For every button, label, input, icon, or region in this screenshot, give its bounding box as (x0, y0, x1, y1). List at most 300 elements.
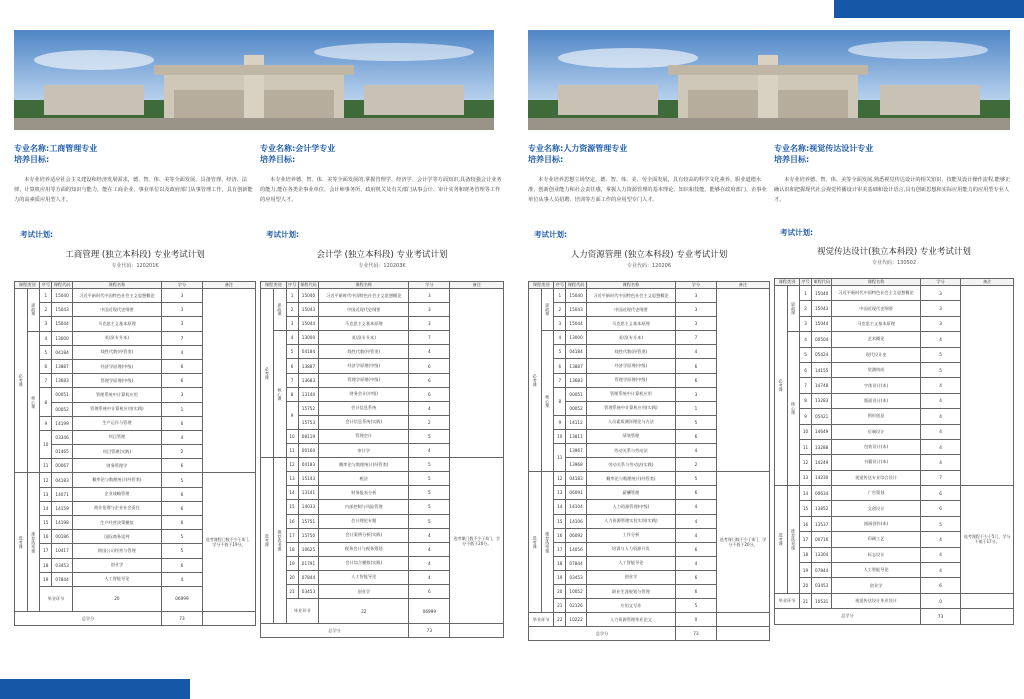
cell-seq: 8 (40, 388, 52, 416)
cell-seq: 5 (40, 345, 52, 359)
cell-credits: 2 (675, 458, 716, 472)
cell-course-code: 13000 (298, 331, 319, 345)
cell-credits: 5 (161, 530, 202, 544)
cell-credits: 6 (675, 429, 716, 443)
header-cell: 课程代码 (53, 282, 71, 287)
cell-seq: 8 (554, 387, 566, 415)
cell-course-name: 艺术概论 (832, 332, 920, 347)
category-politics: 思政课 (274, 289, 286, 331)
header-cell: 学分 (675, 282, 716, 289)
cell-credits: 4 (409, 444, 450, 458)
cell-course-code: 14649 (812, 424, 832, 439)
cell-course-code: 15044 (812, 316, 832, 331)
total-credits: 73 (409, 624, 450, 638)
cell-note-empty (202, 611, 255, 625)
cell-course-code: 14106 (566, 514, 586, 528)
header-cell: 学分 (161, 282, 202, 289)
cell-course-name: 标志设计 (832, 547, 920, 562)
cell-credits: 1 (675, 401, 716, 415)
cell-course-name: 中国近现代史纲要 (832, 301, 920, 316)
cell-course-code: 05424 (812, 347, 832, 362)
cell-note-empty (716, 289, 769, 472)
cell-credits: 6 (675, 584, 716, 598)
table-row (15, 473, 256, 487)
category-core: 核心课 (274, 331, 286, 458)
cell-credits: 7 (675, 331, 716, 345)
cell-course-code: 15043 (298, 303, 319, 317)
major-name: 专业名称:视觉传达设计专业 (774, 144, 874, 153)
category-required: 必考课 (15, 289, 28, 473)
cell-seq: 3 (40, 317, 52, 331)
cell-course-name: 管理系统中计算机应用(实践) (586, 401, 675, 415)
cell-course-code: 14112 (566, 415, 586, 429)
cell-course-name: 商业伦理与企业社会责任 (72, 501, 161, 515)
cell-course-name: 管理系统中计算机应用 (72, 388, 161, 402)
table-row (261, 289, 504, 303)
cell-course-code: 00052 (52, 402, 72, 416)
cell-credits: 6 (161, 374, 202, 388)
cell-seq: 6 (800, 362, 812, 377)
total-label: 总学分 (529, 627, 676, 641)
cell-seq: 19 (286, 556, 298, 570)
cell-credits: 4 (920, 547, 961, 562)
category-core: 核心课 (788, 332, 800, 486)
header-cell: 备注 (961, 279, 1014, 286)
cell-course-code: 06999 (409, 599, 450, 624)
cell-course-name: 马克思主义基本原理 (319, 317, 409, 331)
cell-credits: 4 (161, 430, 202, 444)
cell-course-name: 会计案例分析(实践) (319, 528, 409, 542)
cell-credits: 2 (409, 415, 450, 429)
cell-course-code: 04184 (52, 345, 72, 359)
cell-seq: 4 (554, 331, 566, 345)
cell-seq: 10 (800, 424, 812, 439)
cell-seq: 9 (554, 415, 566, 429)
cell-course-code: 15044 (298, 317, 319, 331)
cell-seq: 15 (40, 516, 52, 530)
cell-credits: 6 (161, 487, 202, 501)
cell-credits: 5 (409, 486, 450, 500)
cell-course-name: 英语(专升本) (586, 331, 675, 345)
cell-elective-note: 选考课程不少于5门，学分不低于17分。 (961, 486, 1014, 594)
cell-course-code: 00716 (812, 532, 832, 547)
cell-credits: 6 (675, 570, 716, 584)
plan-title: 会计学 (独立本科段) 专业考试计划 (316, 250, 448, 260)
cell-credits: 4 (675, 556, 716, 570)
cell-course-code: 00052 (566, 401, 586, 415)
total-row (775, 609, 1014, 624)
cell-course-code: 00504 (812, 332, 832, 347)
cell-credits: 5 (409, 429, 450, 443)
cell-seq: 20 (800, 578, 812, 593)
bottom-accent-bar (0, 679, 190, 699)
cell-credits: 3 (920, 316, 961, 331)
cell-course-code: 14199 (52, 416, 72, 430)
cell-seq: 15 (286, 500, 298, 514)
cell-seq: 19 (40, 572, 52, 586)
goal-heading: 培养目标: (260, 155, 296, 164)
cell-credits: 4 (409, 401, 450, 415)
cell-course-name: 英语(专升本) (72, 331, 161, 345)
cell-course-code: 13967 (566, 444, 586, 458)
cell-credits: 3 (675, 387, 716, 401)
cell-course-code: 15043 (812, 301, 832, 316)
cell-credits: 4 (675, 528, 716, 542)
cell-elective-note: 选考课程门数不少于4门，学分不低于19分。 (202, 473, 255, 612)
cell-course-name: 概率论与数理统计(经管类) (72, 473, 161, 487)
cell-course-code: 14056 (566, 542, 586, 556)
category-graduation: 毕业环节 (40, 586, 73, 611)
total-label: 总学分 (261, 624, 409, 638)
cell-course-name: 装潢构成 (832, 362, 920, 377)
cell-seq: 11 (554, 444, 566, 472)
category-elective-recommended: 推荐选考课 (28, 473, 40, 612)
header-cell: 序号 (801, 279, 810, 284)
cell-course-code: 15751 (298, 514, 319, 528)
cell-credits: 6 (161, 558, 202, 572)
cell-course-code: 06091 (566, 486, 586, 500)
table-header-row (15, 282, 256, 289)
cell-course-name: 职业生涯规划与管理 (586, 584, 675, 598)
cell-credits: 5 (409, 500, 450, 514)
cell-credits: 6 (920, 578, 961, 593)
cell-course-name: 线性代数(经管类) (319, 345, 409, 359)
cell-credits: 6 (675, 486, 716, 500)
cell-course-name: 视觉传达设计毕业设计 (832, 593, 920, 608)
cell-seq: 1 (554, 289, 566, 303)
cell-course-code: 00160 (298, 444, 319, 458)
cell-seq: 13 (800, 470, 812, 485)
cell-course-code: 15040 (566, 289, 586, 303)
cell-course-code: 13288 (812, 439, 832, 454)
cell-credits: 3 (920, 286, 961, 301)
cell-credits: 5 (675, 472, 716, 486)
cell-course-name: 后端设计 (832, 424, 920, 439)
header-cell: 课程名称 (586, 282, 675, 289)
campus-gate-photo-right (528, 30, 1010, 130)
cell-course-name: 版面设计(本) (832, 393, 920, 408)
cell-seq: 16 (40, 530, 52, 544)
cell-credits: 4 (920, 378, 961, 393)
cell-course-name: 书籍设计(本) (832, 455, 920, 470)
table-row (15, 289, 256, 303)
header-category: 课程类别 (775, 279, 800, 286)
major-name: 专业名称:人力资源管理专业 (528, 144, 628, 153)
cell-course-name: 马克思主义基本原理 (586, 317, 675, 331)
cell-course-name: 习近平新时代中国特色社会主义思想概论 (832, 286, 920, 301)
header-cell: 课程代码 (567, 282, 585, 287)
cell-seq: 17 (286, 528, 298, 542)
cell-course-name: 人员素质测评理论与方法 (586, 415, 675, 429)
goal-heading: 培养目标: (528, 155, 564, 164)
cell-course-code: 13811 (566, 429, 586, 443)
table-header-row (529, 282, 770, 289)
cell-course-code: 00634 (812, 486, 832, 501)
major-code: 专业代码：120201K (111, 263, 159, 269)
major-name: 专业名称:会计学专业 (260, 144, 336, 153)
category-core: 核心课 (542, 331, 554, 472)
cell-course-code: 00186 (52, 530, 72, 544)
cell-course-name: 创业学 (586, 570, 675, 584)
cell-course-name: 广告策划 (832, 486, 920, 501)
cell-course-name: 中国近现代史纲要 (72, 303, 161, 317)
cell-credits: 6 (409, 359, 450, 373)
cell-seq: 14 (40, 501, 52, 515)
cell-course-name: 会计理论专题 (319, 514, 409, 528)
cell-seq: 1 (800, 286, 812, 301)
cell-seq: 19 (800, 563, 812, 578)
header-cell: 备注 (450, 282, 503, 289)
cell-course-name: 经济学原理(中级) (586, 359, 675, 373)
category-required: 必考课 (775, 286, 788, 486)
cell-seq: 11 (40, 459, 52, 473)
total-credits: 73 (675, 627, 716, 641)
cell-course-name: 生产运作与管理 (72, 416, 161, 430)
cell-course-code: 13283 (812, 393, 832, 408)
cell-credits: 3 (409, 317, 450, 331)
total-row (15, 611, 256, 625)
header-cell: 序号 (41, 282, 51, 287)
cell-credits: 5 (409, 514, 450, 528)
cell-course-code: 06999 (161, 586, 202, 611)
cell-course-code: 13968 (566, 458, 586, 472)
cell-seq: 2 (40, 303, 52, 317)
table-header-row (261, 282, 504, 289)
cell-credits: 6 (409, 373, 450, 387)
cell-credits: 5 (675, 599, 716, 613)
cell-course-name: 印刷工艺 (832, 532, 920, 547)
cell-credits: 4 (161, 572, 202, 586)
cell-credits: 0 (675, 613, 716, 627)
cell-course-name: 国际商务谈判 (72, 530, 161, 544)
goal-text: 本专业培养思想立场坚定，德、智、体、美、劳全面发展，具有较高的科学文化素养、职业道德水准、创新创业能力和社会责任感，掌握人力资源管理的基本理论、知识和技能，能够在政府部门、企事业单位从事人员招聘、培训等方面工作的应用型专门人才。 (528, 177, 767, 203)
cell-course-name: 劳动关系与劳动法 (586, 444, 675, 458)
total-label: 总学分 (775, 609, 921, 624)
table-row (775, 486, 1014, 501)
cell-seq: 15 (554, 514, 566, 528)
cell-credits: 3 (161, 303, 202, 317)
plan-title: 视觉传达设计(独立本科段) 专业考试计划 (817, 247, 971, 257)
cell-credits: 4 (920, 455, 961, 470)
cell-credits: 4 (920, 409, 961, 424)
cell-course-name: 线性代数(经管类) (72, 345, 161, 359)
cell-credits: 4 (920, 424, 961, 439)
cell-course-code: 15044 (52, 317, 72, 331)
cell-seq: 19 (554, 570, 566, 584)
cell-credits: 6 (161, 359, 202, 373)
cell-course-code: 04183 (566, 472, 586, 486)
table-header-row (775, 279, 1014, 286)
cell-course-name: 绩效管理 (586, 429, 675, 443)
cell-credits: 4 (920, 393, 961, 408)
cell-course-name: 财务报表分析 (319, 486, 409, 500)
category-elective-recommended: 推荐选考课 (788, 486, 800, 594)
cell-course-code: 14071 (52, 487, 72, 501)
cell-seq: 5 (286, 345, 298, 359)
cell-credits: 5 (161, 544, 202, 558)
cell-seq: 18 (40, 558, 52, 572)
category-elective: 选考课 (775, 486, 788, 594)
category-graduation: 毕业环节 (775, 593, 800, 608)
cell-credits: 5 (920, 362, 961, 377)
cell-course-name: 创业学 (832, 578, 920, 593)
cell-credits: 5 (675, 415, 716, 429)
cell-credits: 3 (161, 289, 202, 303)
cell-credits: 4 (409, 570, 450, 584)
cell-course-code: 03453 (812, 578, 832, 593)
cell-seq: 12 (286, 458, 298, 472)
cell-seq: 6 (40, 359, 52, 373)
cell-course-name: 插画创作(本) (832, 516, 920, 531)
header-cell: 学分 (409, 282, 450, 289)
cell-course-name: 人工智能导论 (832, 563, 920, 578)
major-intro (774, 143, 1014, 205)
exam-plan-table (774, 278, 1014, 625)
cell-seq: 4 (800, 332, 812, 347)
cell-course-code: 14155 (812, 362, 832, 377)
major-intro (528, 143, 770, 205)
cell-course-name: 劳动关系与劳动法(实践) (586, 458, 675, 472)
table-row (775, 593, 1014, 608)
goal-heading: 培养目标: (774, 155, 810, 164)
category-elective-recommended: 推荐选考课 (542, 472, 554, 613)
cell-course-name: 管理学原理(中级) (586, 373, 675, 387)
cell-credits: 6 (161, 516, 202, 530)
cell-course-name: 财务会计(中级) (319, 387, 409, 401)
category-required: 必考课 (529, 289, 542, 472)
cell-course-name: 工作分析 (586, 528, 675, 542)
cell-seq: 8 (286, 387, 298, 401)
cell-seq: 10 (286, 429, 298, 443)
cell-seq: 17 (800, 532, 812, 547)
cell-course-name: 管理会计 (319, 429, 409, 443)
cell-course-code: 14230 (812, 470, 832, 485)
plan-title: 工商管理 (独立本科段) 专业考试计划 (65, 250, 205, 260)
cell-credits: 4 (409, 556, 450, 570)
total-label: 总学分 (15, 611, 162, 625)
cell-credits: 4 (409, 345, 450, 359)
cell-course-code: 15040 (52, 289, 72, 303)
cell-course-code: 10625 (298, 542, 319, 556)
cell-seq: 4 (40, 331, 52, 345)
cell-course-name: 管理学原理(中级) (319, 373, 409, 387)
cell-course-code: 14104 (566, 500, 586, 514)
cell-course-code: 04184 (298, 345, 319, 359)
cell-credits: 3 (409, 289, 450, 303)
cell-seq: 10 (554, 429, 566, 443)
cell-note-empty (716, 613, 769, 627)
cell-course-code: 13537 (812, 516, 832, 531)
cell-course-code: 08119 (298, 429, 319, 443)
cell-course-name: 会计综合模拟(实践) (319, 556, 409, 570)
cell-course-code: 07844 (566, 556, 586, 570)
total-credits: 73 (161, 611, 202, 625)
cell-seq: 13 (40, 487, 52, 501)
category-required: 必考课 (261, 289, 274, 458)
cell-credits: 5 (161, 473, 202, 487)
cell-course-name: 马克思主义基本原理 (832, 316, 920, 331)
header-category: 课程类别 (529, 282, 554, 289)
cell-course-code: 13683 (298, 373, 319, 387)
exam-plan-table (14, 281, 256, 626)
cell-course-code: 13140 (298, 387, 319, 401)
cell-course-code: 03346 (52, 430, 72, 444)
cell-note-empty (961, 609, 1014, 624)
cell-course-name: 生产经营决策模拟 (72, 516, 161, 530)
exam-plan-table (260, 281, 504, 638)
cell-course-name: 项目管理(实践) (72, 445, 161, 459)
cell-seq: 13 (554, 486, 566, 500)
cell-course-code: 13887 (52, 359, 72, 373)
cell-note-empty (961, 593, 1014, 608)
total-row (529, 627, 770, 641)
goal-text: 本专业培养适应社会主义建设和经济发展需求，德、智、体、美等全面发展，具备管理、经济、法律、计算机应用等方面的知识与能力，能在工商企业、事业单位以及政府部门从事管理工作，具有创新能力的高素质应用型人才。 (14, 177, 253, 203)
cell-course-code: 01791 (298, 556, 319, 570)
cell-course-code: 13683 (566, 373, 586, 387)
table-row (529, 613, 770, 627)
cell-seq: 3 (286, 317, 298, 331)
cell-seq: 17 (554, 542, 566, 556)
cell-credits: 5 (920, 516, 961, 531)
cell-seq: 16 (800, 516, 812, 531)
cell-course-code: 15044 (566, 317, 586, 331)
cell-seq: 5 (800, 347, 812, 362)
cell-seq: 9 (40, 416, 52, 430)
cell-seq: 20 (72, 586, 161, 611)
cell-course-name: 人力资源管理毕业论文 (586, 613, 675, 627)
cell-credits: 3 (409, 303, 450, 317)
cell-seq: 15 (800, 501, 812, 516)
category-core: 核心课 (28, 331, 40, 473)
cell-course-name: 内部控制与风险管理 (319, 500, 409, 514)
cell-seq: 14 (800, 486, 812, 501)
cell-credits: 6 (920, 486, 961, 501)
cell-seq: 21 (554, 599, 566, 613)
cell-course-name: 人工智能导论 (586, 556, 675, 570)
major-code: 专业代码：130502 (871, 260, 917, 266)
category-graduation: 毕业环节 (529, 613, 554, 627)
cell-credits: 2 (161, 445, 202, 459)
cell-course-name: 文创设计 (832, 501, 920, 516)
cell-course-code: 10222 (566, 613, 586, 627)
cell-course-name: 习近平新时代中国特色社会主义思想概论 (72, 289, 161, 303)
cell-credits: 3 (675, 303, 716, 317)
cell-credits: 6 (920, 501, 961, 516)
cell-seq: 1 (286, 289, 298, 303)
cell-seq: 3 (800, 316, 812, 331)
category-politics: 思政课 (788, 286, 800, 332)
cell-course-code: 14198 (52, 516, 72, 530)
cell-seq: 5 (554, 345, 566, 359)
cell-course-code: 15750 (298, 528, 319, 542)
cell-note-empty (450, 289, 503, 458)
cell-credits: 6 (675, 373, 716, 387)
cell-credits: 6 (409, 387, 450, 401)
goal-heading: 培养目标: (14, 155, 50, 164)
cell-course-code: 10417 (52, 544, 72, 558)
cell-course-code: 07844 (52, 572, 72, 586)
cell-credits: 4 (920, 532, 961, 547)
table-row (529, 289, 770, 303)
cell-credits: 6 (161, 416, 202, 430)
cell-credits: 6 (409, 584, 450, 598)
cell-seq: 10 (40, 430, 52, 458)
cell-course-name: 经济学原理(中级) (319, 359, 409, 373)
cell-course-name: 薪酬管理 (586, 486, 675, 500)
header-cell: 学分 (920, 279, 961, 286)
cell-course-code: 04183 (52, 473, 72, 487)
cell-course-code: 15040 (812, 286, 832, 301)
